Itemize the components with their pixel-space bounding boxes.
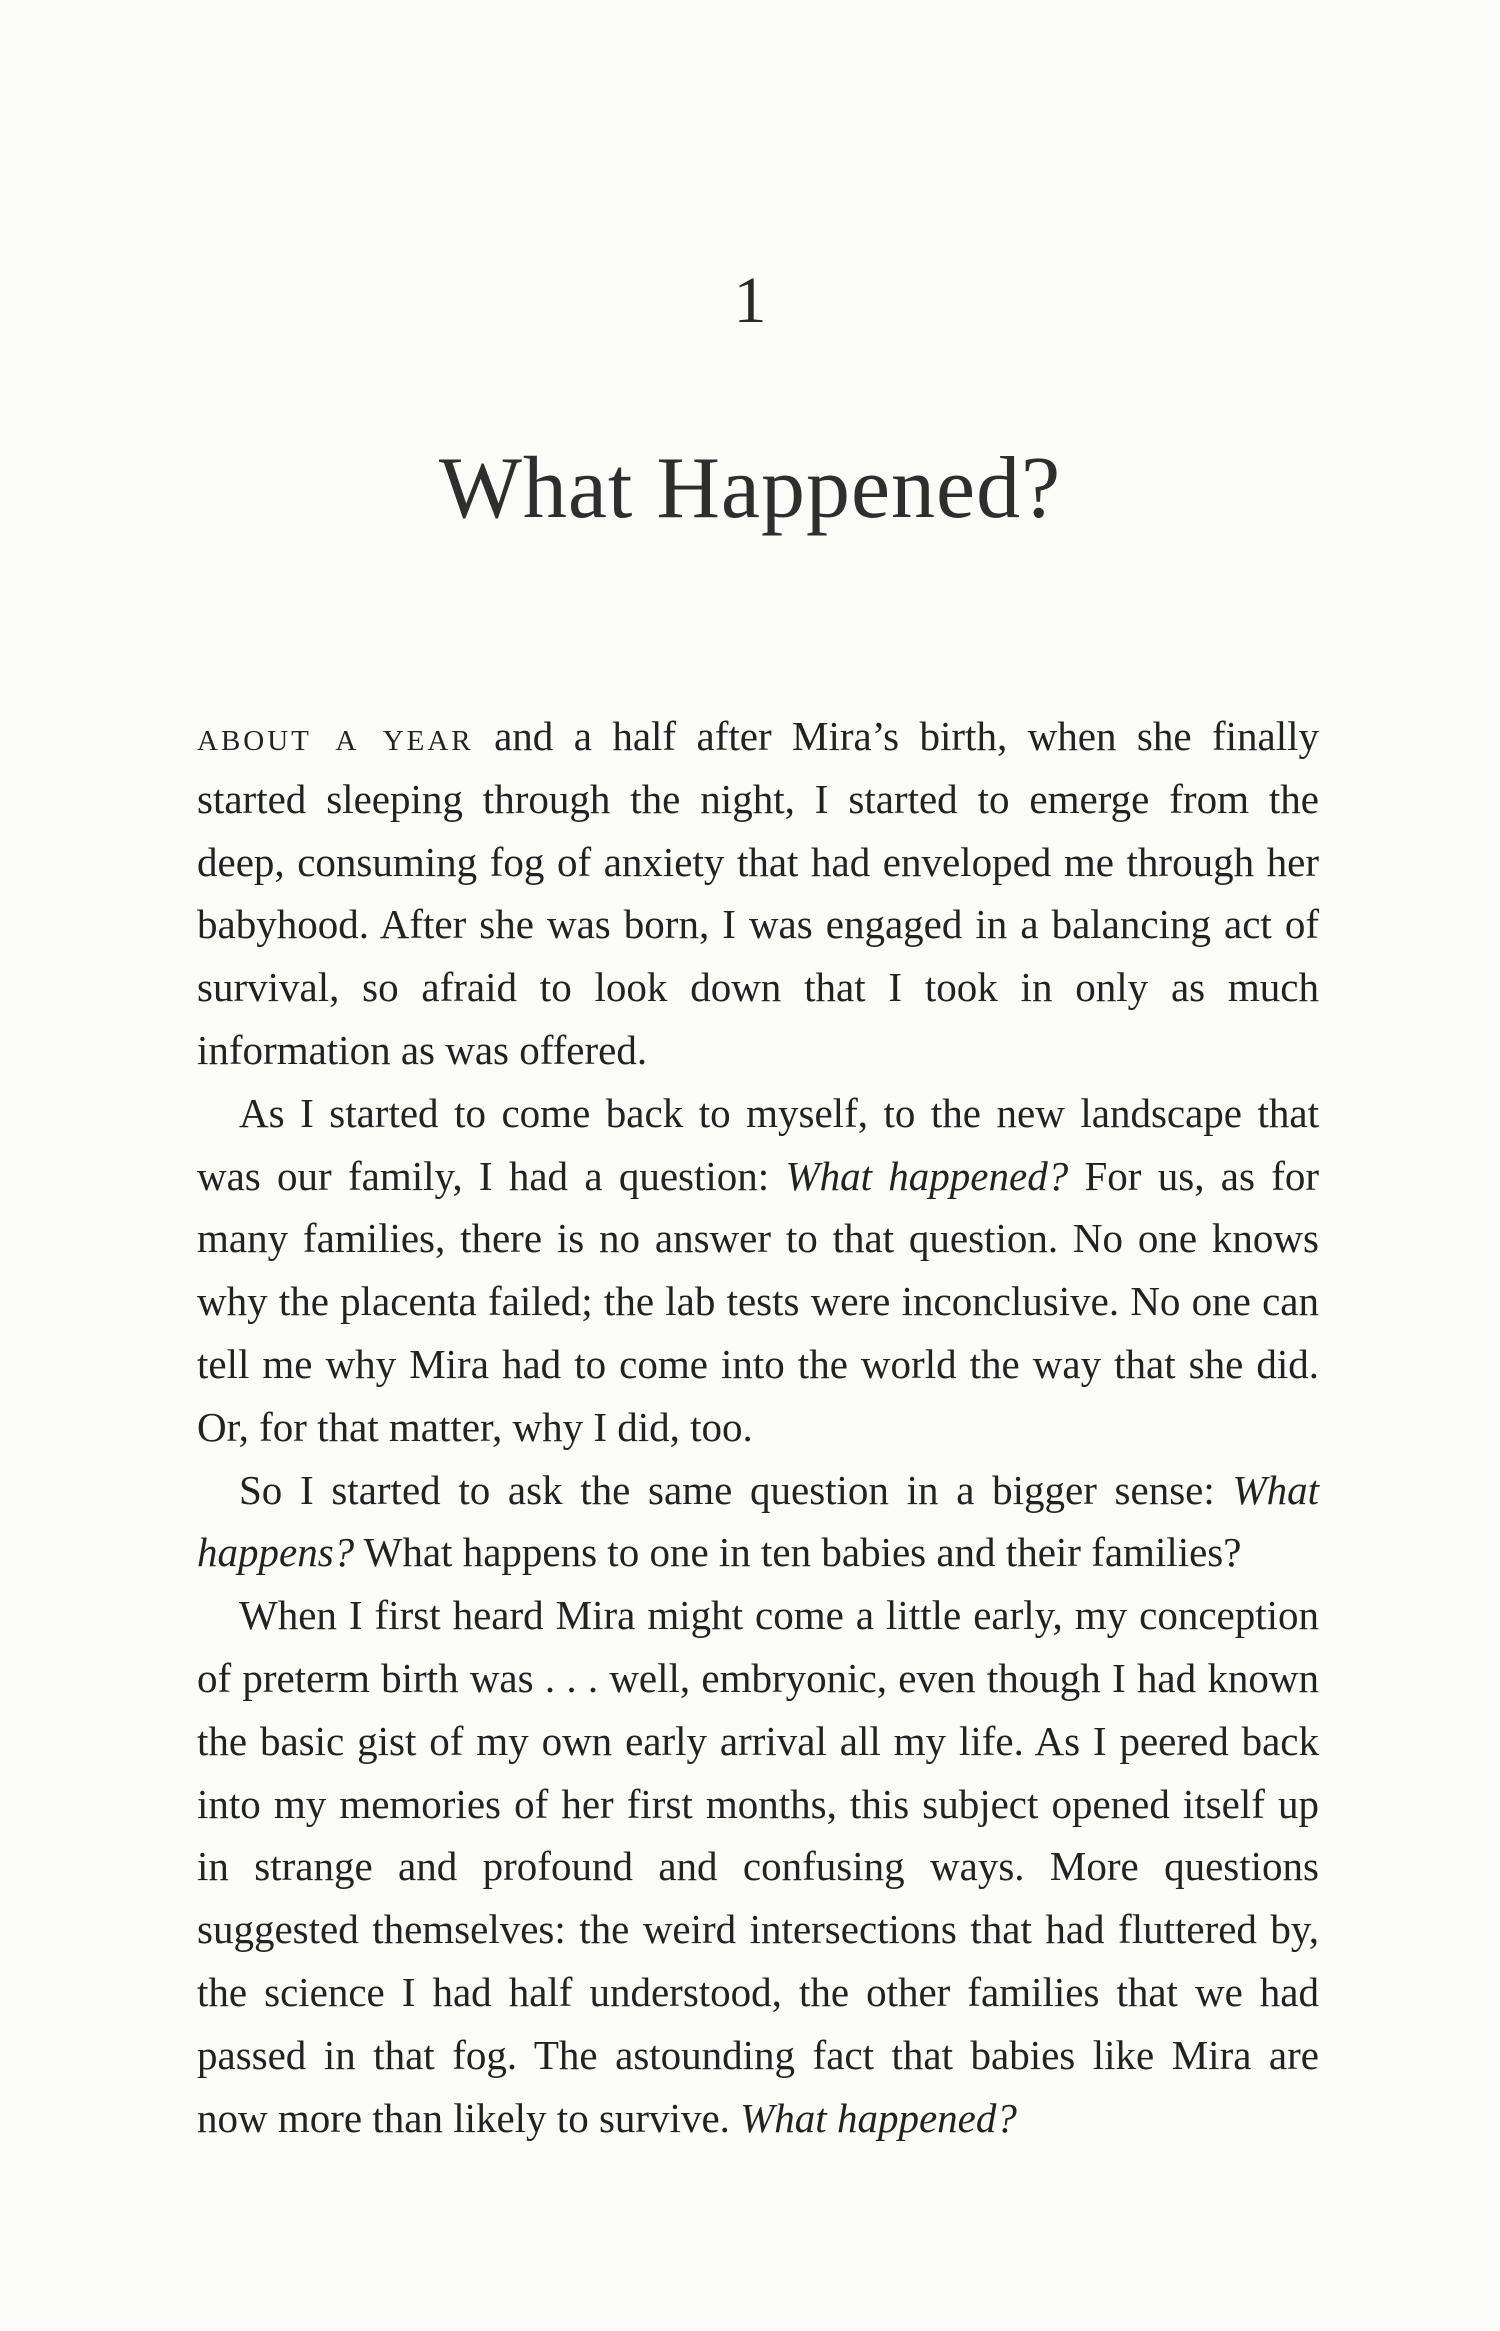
chapter-body — [197, 705, 1319, 2149]
paragraph-1-text: and a half after Mira’s birth, when she finally started sleeping through the night, I started to emerge from the deep, consuming fog of anxiety that had enveloped me through her babyhood. After she was born, I was engaged in a balancing act of survival, so afraid to look down that I took in only as much information as was offered. — [197, 713, 1319, 1073]
paragraph-3 — [197, 1459, 1319, 1585]
paragraph-4-text-a: When I first heard Mira might come a little early, my conception of preterm birth was . . . well, embryonic, even though I had known the basic gist of my own early arrival all my life. As I peered back into my memories of her first months, this subject opened itself up in strange and profound and confusing ways. More questions suggested themselves: the weird intersections that had fluttered by, the science I had half understood, the other families that we had passed in that fog. The astounding fact that babies like Mira are now more than likely to survive. — [197, 1592, 1319, 2141]
chapter-number: 1 — [733, 264, 767, 337]
paragraph-2-text-b: For us, as for many families, there is no answer to that question. No one knows why the placenta failed; the lab tests were inconclusive. No one can tell me why Mira had to come into the world the way that she did. Or, for that matter, why I did, too. — [197, 1152, 1319, 1450]
paragraph-4-italic: What happened? — [740, 2094, 1017, 2141]
paragraph-1 — [197, 705, 1319, 1082]
opening-small-caps: about a year — [197, 713, 474, 759]
paragraph-3-italic: What happens? — [197, 1466, 1319, 1576]
chapter-title: What Happened? — [438, 440, 1062, 537]
paragraph-3-text-a: So I started to ask the same question in a bigger sense: — [239, 1466, 1233, 1513]
paragraph-2-italic: What happened? — [785, 1152, 1069, 1199]
paragraph-3-text-b: What happens to one in ten babies and their families? — [354, 1529, 1242, 1576]
paragraph-2 — [197, 1082, 1319, 1459]
paragraph-4 — [197, 1584, 1319, 2149]
paragraph-2-text-a: As I started to come back to myself, to the new landscape that was our family, I had a question: — [197, 1089, 1319, 1199]
